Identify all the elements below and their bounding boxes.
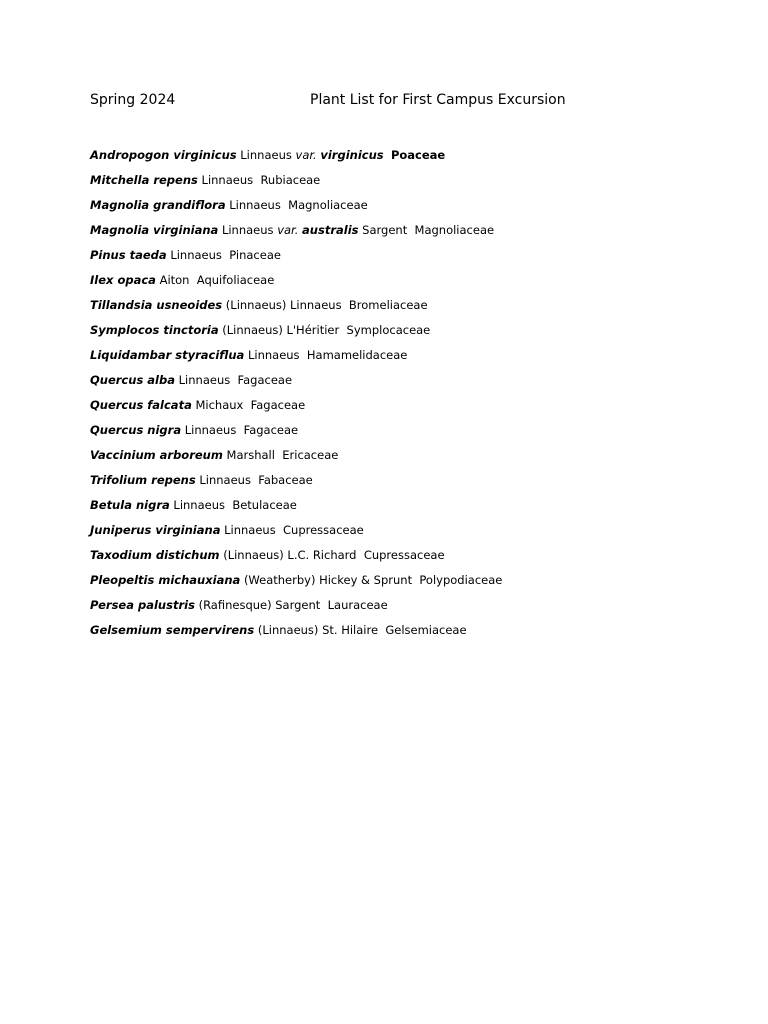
scientific-name: Symplocos tinctoria bbox=[90, 323, 219, 337]
scientific-name: Vaccinium arboreum bbox=[90, 448, 223, 462]
family-name: Fagaceae bbox=[237, 373, 293, 387]
infraspecific-name: virginicus bbox=[320, 148, 384, 162]
scientific-name: Quercus alba bbox=[90, 373, 175, 387]
list-item bbox=[90, 197, 730, 222]
family-name: Hamamelidaceae bbox=[306, 348, 408, 362]
infraspecific-name: australis bbox=[302, 223, 359, 237]
list-item bbox=[90, 372, 730, 397]
list-item bbox=[90, 447, 730, 472]
family-name: Magnoliaceae bbox=[414, 223, 495, 237]
scientific-name: Tillandsia usneoides bbox=[90, 298, 223, 312]
author-citation: (Linnaeus) Linnaeus bbox=[225, 298, 342, 312]
author-citation: Marshall bbox=[226, 448, 275, 462]
family-name: Ericaceae bbox=[282, 448, 339, 462]
scientific-name: Pleopeltis michauxiana bbox=[90, 573, 241, 587]
scientific-name: Magnolia virginiana bbox=[90, 223, 219, 237]
scientific-name: Betula nigra bbox=[90, 498, 170, 512]
family-name: Aquifoliaceae bbox=[196, 273, 275, 287]
scientific-name: Quercus nigra bbox=[90, 423, 182, 437]
list-item bbox=[90, 172, 730, 197]
family-name: Polypodiaceae bbox=[419, 573, 503, 587]
author-citation: (Weatherby) Hickey & Sprunt bbox=[243, 573, 413, 587]
family-name: Symplocaceae bbox=[346, 323, 431, 337]
variety-marker: var. bbox=[277, 223, 299, 237]
author-citation: Linnaeus bbox=[199, 473, 251, 487]
list-item bbox=[90, 272, 730, 297]
scientific-name: Pinus taeda bbox=[90, 248, 167, 262]
scientific-name: Quercus falcata bbox=[90, 398, 192, 412]
scientific-name: Mitchella repens bbox=[90, 173, 198, 187]
author-citation: (Linnaeus) L'Héritier bbox=[222, 323, 340, 337]
author-citation: Linnaeus bbox=[224, 523, 276, 537]
family-name: Gelsemiaceae bbox=[385, 623, 467, 637]
list-item bbox=[90, 522, 730, 547]
family-name: Rubiaceae bbox=[260, 173, 321, 187]
infraspecific-author: Sargent bbox=[362, 223, 408, 237]
author-citation: Aiton bbox=[159, 273, 190, 287]
list-item bbox=[90, 147, 730, 172]
document-title: Plant List for First Campus Excursion bbox=[310, 92, 566, 108]
plant-list bbox=[90, 147, 730, 647]
scientific-name: Taxodium distichum bbox=[90, 548, 220, 562]
family-name: Magnoliaceae bbox=[288, 198, 368, 212]
scientific-name: Juniperus virginiana bbox=[90, 523, 221, 537]
list-item bbox=[90, 222, 730, 247]
document-header bbox=[90, 92, 690, 112]
variety-marker: var. bbox=[295, 148, 317, 162]
list-item bbox=[90, 347, 730, 372]
author-citation: Linnaeus bbox=[170, 248, 222, 262]
family-name: Cupressaceae bbox=[283, 523, 364, 537]
list-item bbox=[90, 572, 730, 597]
author-citation: Linnaeus bbox=[229, 198, 281, 212]
list-item bbox=[90, 622, 730, 647]
author-citation: Linnaeus bbox=[247, 348, 300, 362]
scientific-name: Trifolium repens bbox=[90, 473, 196, 487]
author-citation: (Linnaeus) L.C. Richard bbox=[223, 548, 357, 562]
list-item bbox=[90, 547, 730, 572]
author-citation: Linnaeus bbox=[173, 498, 225, 512]
list-item bbox=[90, 247, 730, 272]
family-name: Cupressaceae bbox=[363, 548, 445, 562]
author-citation: (Linnaeus) St. Hilaire bbox=[257, 623, 379, 637]
family-name: Fagaceae bbox=[250, 398, 306, 412]
family-name: Betulaceae bbox=[232, 498, 297, 512]
author-citation: (Rafinesque) Sargent bbox=[198, 598, 321, 612]
list-item bbox=[90, 472, 730, 497]
family-name: Lauraceae bbox=[327, 598, 388, 612]
list-item bbox=[90, 297, 730, 322]
author-citation: Michaux bbox=[195, 398, 244, 412]
scientific-name: Magnolia grandiflora bbox=[90, 198, 226, 212]
family-name: Fabaceae bbox=[258, 473, 313, 487]
scientific-name: Andropogon virginicus bbox=[90, 148, 237, 162]
author-citation: Linnaeus bbox=[178, 373, 231, 387]
term-label: Spring 2024 bbox=[90, 92, 176, 108]
scientific-name: Liquidambar styraciflua bbox=[90, 348, 245, 362]
scientific-name: Persea palustris bbox=[90, 598, 195, 612]
family-name: Fagaceae bbox=[243, 423, 299, 437]
family-name: Pinaceae bbox=[229, 248, 281, 262]
family-name: Bromeliaceae bbox=[348, 298, 428, 312]
scientific-name: Ilex opaca bbox=[90, 273, 156, 287]
list-item bbox=[90, 397, 730, 422]
list-item bbox=[90, 422, 730, 447]
author-citation: Linnaeus bbox=[221, 223, 274, 237]
author-citation: Linnaeus bbox=[201, 173, 254, 187]
list-item bbox=[90, 597, 730, 622]
author-citation: Linnaeus bbox=[240, 148, 292, 162]
list-item bbox=[90, 322, 730, 347]
scientific-name: Gelsemium sempervirens bbox=[90, 623, 255, 637]
family-name: Poaceae bbox=[390, 148, 446, 162]
list-item bbox=[90, 497, 730, 522]
author-citation: Linnaeus bbox=[184, 423, 237, 437]
